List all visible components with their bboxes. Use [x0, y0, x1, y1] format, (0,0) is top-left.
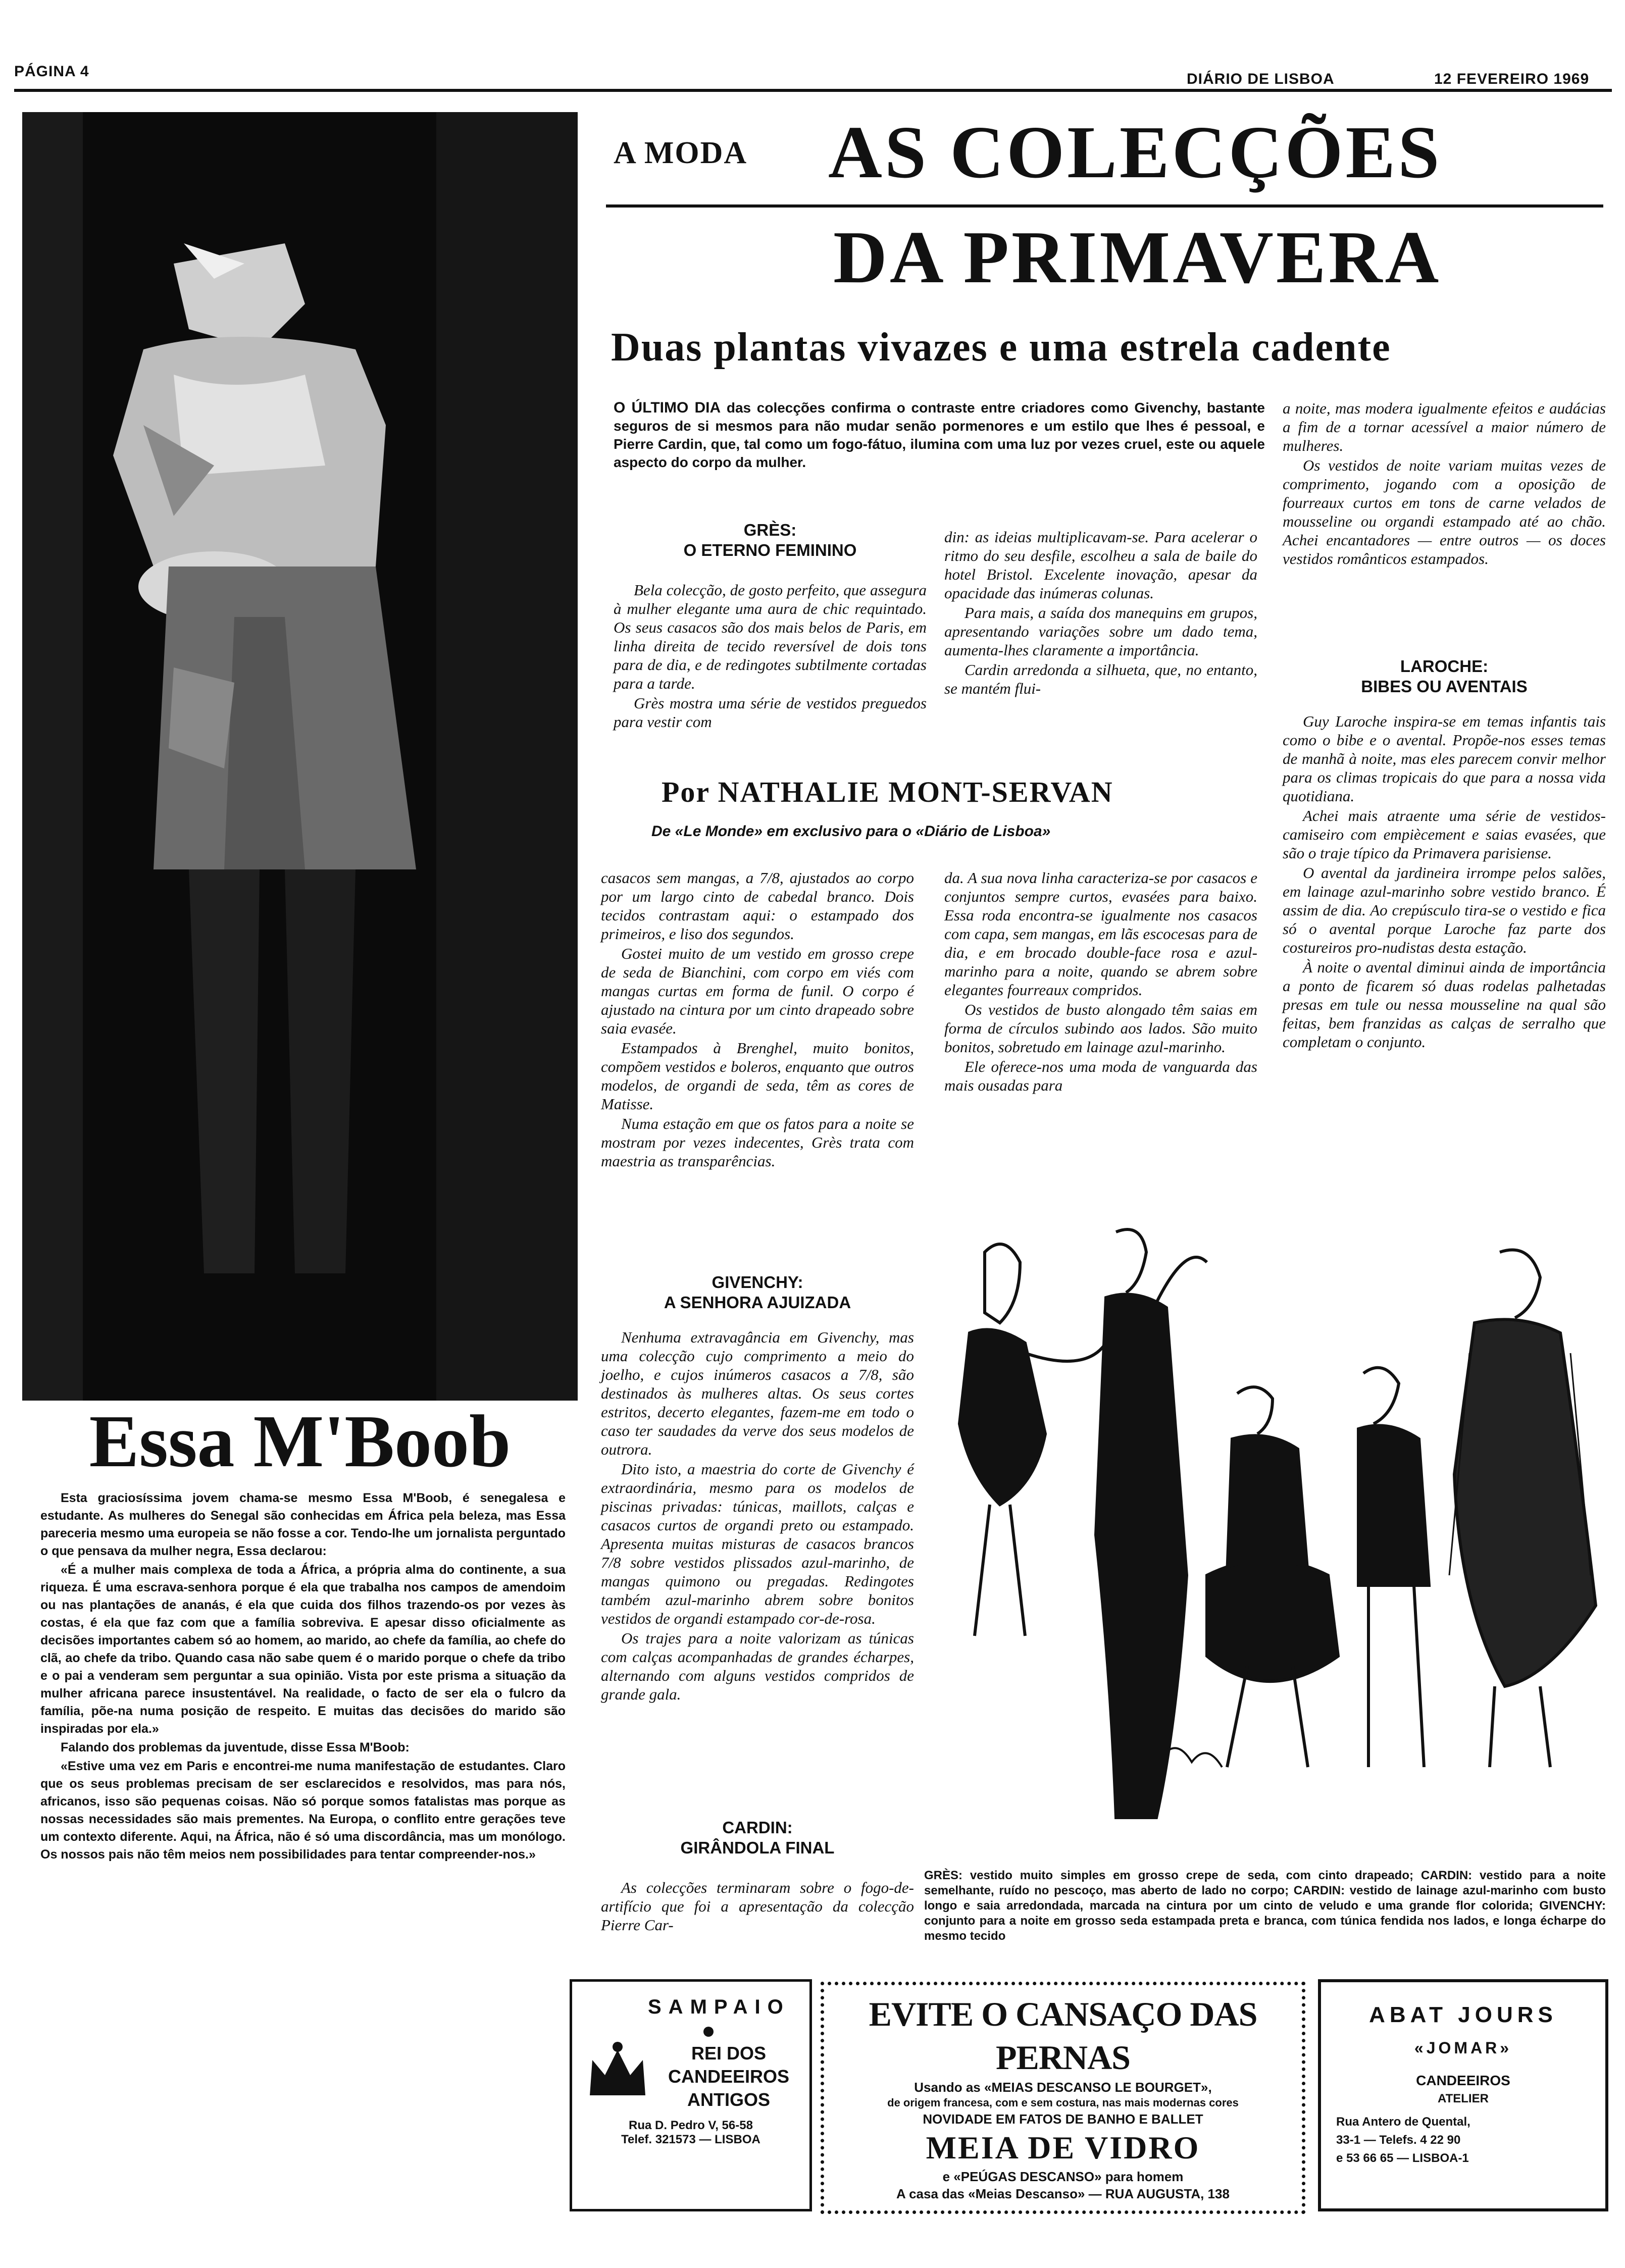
- ad-meias-line: de origem francesa, com e sem costura, nas mais modernas cores: [887, 2096, 1239, 2109]
- right-paragraph: a noite, mas modera igualmente efeitos e audácias a fim de a tornar acessível a maior número de mulheres.: [1283, 399, 1606, 454]
- gres-label: GRÈS:: [743, 521, 797, 539]
- right-paragraph: Os vestidos de noite variam muitas vezes de comprimento, jogando com a oposição de fourreaux curtos em tons de carne velados de mousseline ou organdi estampado até ao chão. Achei encantadores — entre outros — os doces vestidos românticos estampados.: [1283, 456, 1606, 568]
- gres-column: [614, 581, 927, 732]
- middle-paragraph: Cardin arredonda a silhueta, que, no entanto, se mantém flui-: [944, 661, 1257, 697]
- headline-deck: Duas plantas vivazes e uma estrela cadente: [611, 325, 1391, 370]
- givenchy-subhead: A SENHORA AJUIZADA: [664, 1293, 851, 1312]
- ad-meias-line: e «PEÚGAS DESCANSO» para homem: [942, 2169, 1184, 2184]
- right-column: [1283, 399, 1606, 569]
- middle-paragraph: din: as ideias multiplicavam-se. Para acelerar o ritmo do seu desfile, escolheu a sala de baile do hotel Bristol. Excelente inovação, apesar da opacidade das inúmeras colunas.: [944, 528, 1257, 602]
- laroche-paragraph: À noite o avental diminui ainda de importância a ponto de ficarem só duas rodelas palhetadas presas em tule ou nessa mousseline na qual são feitas, bem franzidas as calças de serralho que completam o conjunto.: [1283, 958, 1606, 1051]
- laroche-paragraph: Guy Laroche inspira-se em temas infantis tais como o bibe e o avental. Propõe-nos esses temas de manhã à noite, mas eles parecem convir melhor para os climas tropicais do que para a nossa vida quotidiana.: [1283, 712, 1606, 805]
- ad-sampaio-line: ANTIGOS: [687, 2089, 770, 2110]
- ad-abat-brand: «JOMAR»: [1414, 2039, 1512, 2057]
- fashion-illustration: [924, 1222, 1611, 1858]
- ad-meias-line: Usando as «MEIAS DESCANSO LE BOURGET»,: [914, 2080, 1212, 2095]
- headline-rule: [606, 204, 1603, 208]
- ad-abat-line: CANDEEIROS: [1416, 2073, 1510, 2088]
- givenchy-paragraph: Dito isto, a maestria do corte de Givenchy é extraordinária, mesmo para os modelos de piscinas privadas: túnicas, maillots, calças e casacos curtos de organdi preto ou estampado. Apresenta muitas misturas de casacos brancos 7/8 sobre vestidos plissados azul-marinho, de mangas quimono ou pregadas. Redingotes também azul-marinho abrem sobre bonitos vestidos de organdi estampado cor-de-rosa.: [601, 1460, 914, 1627]
- ad-meias-line: A casa das «Meias Descanso» — RUA AUGUSTA, 138: [896, 2186, 1230, 2201]
- ad-sampaio-phone: Telef. 321573 — LISBOA: [621, 2133, 760, 2146]
- gres-paragraph: Grès mostra uma série de vestidos preguedos para vestir com: [614, 694, 927, 731]
- ad-meias-line: NOVIDADE EM FATOS DE BANHO E BALLET: [923, 2111, 1203, 2127]
- ad-sampaio-address: Rua D. Pedro V, 56-58: [629, 2119, 753, 2132]
- givenchy-label: GIVENCHY:: [712, 1273, 803, 1292]
- ad-abat-line: e 53 66 65 — LISBOA-1: [1336, 2151, 1469, 2165]
- givenchy-column: [601, 1328, 914, 1705]
- mboob-article: [40, 1489, 566, 1865]
- laroche-column: [1283, 712, 1606, 1052]
- cardin-label: CARDIN:: [722, 1818, 793, 1837]
- middle-paragraph: Para mais, a saída dos manequins em grupos, apresentando variações sobre um dado tema, aumenta-lhes claramente a importância.: [944, 604, 1257, 659]
- lower-paragraph: Os vestidos de busto alongado têm saias em forma de círculos subindo aos lados. São muito bonitos, sobretudo em lainage azul-marinho.: [944, 1001, 1257, 1056]
- lower-paragraph: casacos sem mangas, a 7/8, ajustados ao corpo por um largo cinto de cabedal branco. Dois tecidos contrastam aqui: o estampado dos primeiros, e liso dos segundos.: [601, 869, 914, 943]
- gres-subhead: O ETERNO FEMININO: [683, 541, 857, 559]
- lead-text: das colecções confirma o contraste entre criadores como Givenchy, bastante seguros de si mesmos para não mudar senão pormenores e um estilo que lhes é pessoal, e Pierre Cardin, que, tal como um fogo-fátuo, ilumina com uma luz por vezes cruel, este ou aquele aspecto do corpo da mulher.: [614, 400, 1265, 470]
- ad-sampaio-line: CANDEEIROS: [668, 2066, 790, 2087]
- section-kicker: A MODA: [614, 136, 748, 170]
- header-rule: [14, 89, 1612, 92]
- ad-abat-name: ABAT JOURS: [1369, 2002, 1557, 2027]
- cardin-paragraph: As colecções terminaram sobre o fogo-de-artifício que foi a apresentação da colecção Pierre Car-: [601, 1879, 914, 1934]
- crown-icon: [585, 2040, 650, 2100]
- page-number: PÁGINA 4: [14, 63, 89, 80]
- gres-paragraph: Bela colecção, de gosto perfeito, que assegura à mulher elegante uma aura de chic requintado. Os seus casacos são dos mais belos de Paris, em linha direita de tecido reversível de dois tons para de dia, e de redingotes subtilmente cortadas para a tarde.: [614, 581, 927, 692]
- lower-paragraph: Estampados à Brenghel, muito bonitos, compõem vestidos e boleros, enquanto que outros modelos, de organdi de seda, têm as cores de Matisse.: [601, 1039, 914, 1113]
- newspaper-name: DIÁRIO DE LISBOA: [1187, 71, 1335, 87]
- portrait-figure: [22, 112, 578, 1401]
- laroche-paragraph: O avental da jardineira irrompe pelos salões, em lainage azul-marinho sobre vestido branco. É assim de dia. Ao crepúsculo tira-se o vestido e fica só o avental porque Laroche faz parte dos costureiros pro-nudistas desta estação.: [1283, 864, 1606, 956]
- cardin-subhead: GIRÂNDOLA FINAL: [680, 1838, 835, 1857]
- givenchy-paragraph: Os trajes para a noite valorizam as túnicas com calças acompanhadas de grandes écharpes, alternando com alguns vestidos compridos de grande gala.: [601, 1629, 914, 1703]
- ad-sampaio: [570, 1979, 812, 2211]
- lead-paragraph: [614, 399, 1265, 472]
- ad-sampaio-name: SAMPAIO: [648, 1996, 790, 2018]
- ad-meias-brand: MEIA DE VIDRO: [926, 2130, 1200, 2166]
- mboob-paragraph: Esta graciosíssima jovem chama-se mesmo Essa M'Boob, é senegalesa e estudante. As mulheres do Senegal são conhecidas em África pela beleza, mas Essa pareceria mesmo uma europeia se não fosse a cor. Tendo-lhe um jornalista perguntado o que pensava da mulher negra, Essa declarou:: [40, 1491, 566, 1558]
- byline-author: Por NATHALIE MONT-SERVAN: [662, 776, 1113, 808]
- upper-middle-column: [944, 528, 1257, 699]
- headline-line-2: DA PRIMAVERA: [833, 216, 1442, 299]
- laroche-label: LAROCHE:: [1400, 657, 1489, 676]
- laroche-paragraph: Achei mais atraente uma série de vestidos-camiseiro com empiècement e saias evasées, que são o traje típico da Primavera parisiense.: [1283, 807, 1606, 862]
- ad-sampaio-bullet: [703, 2027, 714, 2037]
- ad-abat-line: ATELIER: [1438, 2092, 1489, 2105]
- mboob-paragraph: Falando dos problemas da juventude, disse Essa M'Boob:: [61, 1740, 410, 1755]
- mboob-title: Essa M'Boob: [89, 1400, 511, 1483]
- mboob-paragraph: «É a mulher mais complexa de toda a África, a própria alma do continente, a sua riqueza. É uma escrava-senhora porque é ela que trabalha nos campos de amendoim ou nas plantações de ananás, é ela que cuida dos filhos trazendo-os por vezes às costas, é ela que faz com que a família sobreviva. E apesar disso oficialmente as decisões importantes cabem só ao homem, ao marido, ao chefe da família, ao chefe do clã, ao chefe da tribo. Quando casa não sabe quem é o marido porque o chefe da tribo e o pai a venderam sem perguntar a sua opinião. Vista por este prisma a situação da mulher africana parece insustentável. Na realidade, o facto de ser ela o fulcro da família, põe-na numa posição de respeito. E muitas das decisões do marido são inspiradas por ela.»: [40, 1563, 566, 1736]
- givenchy-paragraph: Nenhuma extravagância em Givenchy, mas uma colecção cujo comprimento a meio do joelho, e cujos inúmeros casacos a 7/8, são destinados às mulheres altas. Os seus cortes estritos, decerto elegantes, fazem-me em todo o caso ter saudades da verve dos seus modelos de outrora.: [601, 1328, 914, 1458]
- lower-paragraph: Ele oferece-nos uma moda de vanguarda das mais ousadas para: [944, 1058, 1257, 1094]
- lower-paragraph: da. A sua nova linha caracteriza-se por casacos e conjuntos sempre curtos, evasées para baixo. Essa roda encontra-se igualmente nos casacos com capa, sem mangas, em lãs escocesas para de dia, e em brocado double-face rosa e azul-marinho para a noite, quando se abrem sobre elegantes fourreaux compridos.: [944, 869, 1257, 999]
- lower-middle-column: [944, 868, 1257, 1096]
- lower-left-column: [601, 868, 914, 1171]
- fashion-sketches: [924, 1222, 1611, 1858]
- mboob-paragraph: «Estive uma vez em Paris e encontrei-me numa manifestação de estudantes. Claro que os seus problemas precisam de ser esclarecidos e resolvidos, mas para nós, africanos, isso são pequenas coisas. Não só porque somos fatalistas mas porque as nossas necessidades são mais prementes. Na Europa, o conflito entre gerações teve um contexto diferente. Aqui, na África, não é só uma discordância, mas um monólogo. Os nossos pais não têm meios nem possibilidades para tentar compreender-nos.»: [40, 1759, 566, 1862]
- headline-line-1: AS COLECÇÕES: [828, 111, 1442, 194]
- laroche-subhead: BIBES OU AVENTAIS: [1361, 677, 1528, 696]
- lower-paragraph: Numa estação em que os fatos para a noite se mostram por vezes indecentes, Grès trata com maestria as transparências.: [601, 1115, 914, 1170]
- illustration-caption: GRÈS: vestido muito simples em grosso crepe de seda, com cinto drapeado; CARDIN: vestido para a noite semelhante, ruído no pescoço, mas aberto de lado no corpo; CARDIN: vestido de lainage azul-marinho com busto longo e saia arredondada, marcada na cintura por um cinto de veludo e uma grande flor colorida; GIVENCHY: conjunto para a noite em grosso seda estampada preta e branca, com túnica fendida nos lados, e longa écharpe do mesmo tecido: [924, 1869, 1606, 1943]
- lower-paragraph: Gostei muito de um vestido em grosso crepe de seda de Bianchini, com corpo em viés com mangas curtas em forma de funil. O corpo é ajustado na cintura por um cinto drapeado sobre saia evasée.: [601, 945, 914, 1037]
- portrait-photo: [22, 112, 578, 1401]
- ad-abat-jours: [1318, 1979, 1608, 2211]
- ad-meias-title: EVITE O CANSAÇO DAS PERNAS: [869, 1995, 1257, 2077]
- byline-credit: De «Le Monde» em exclusivo para o «Diário de Lisboa»: [651, 823, 1051, 840]
- ad-abat-line: 33-1 — Telefs. 4 22 90: [1336, 2133, 1461, 2147]
- ad-sampaio-line: REI DOS: [691, 2043, 767, 2064]
- cardin-column: [601, 1878, 914, 1935]
- ad-meias: [821, 1982, 1305, 2214]
- issue-date: 12 FEVEREIRO 1969: [1434, 71, 1590, 87]
- lead-start: O ÚLTIMO DIA: [614, 399, 721, 416]
- ad-abat-line: Rua Antero de Quental,: [1336, 2115, 1470, 2129]
